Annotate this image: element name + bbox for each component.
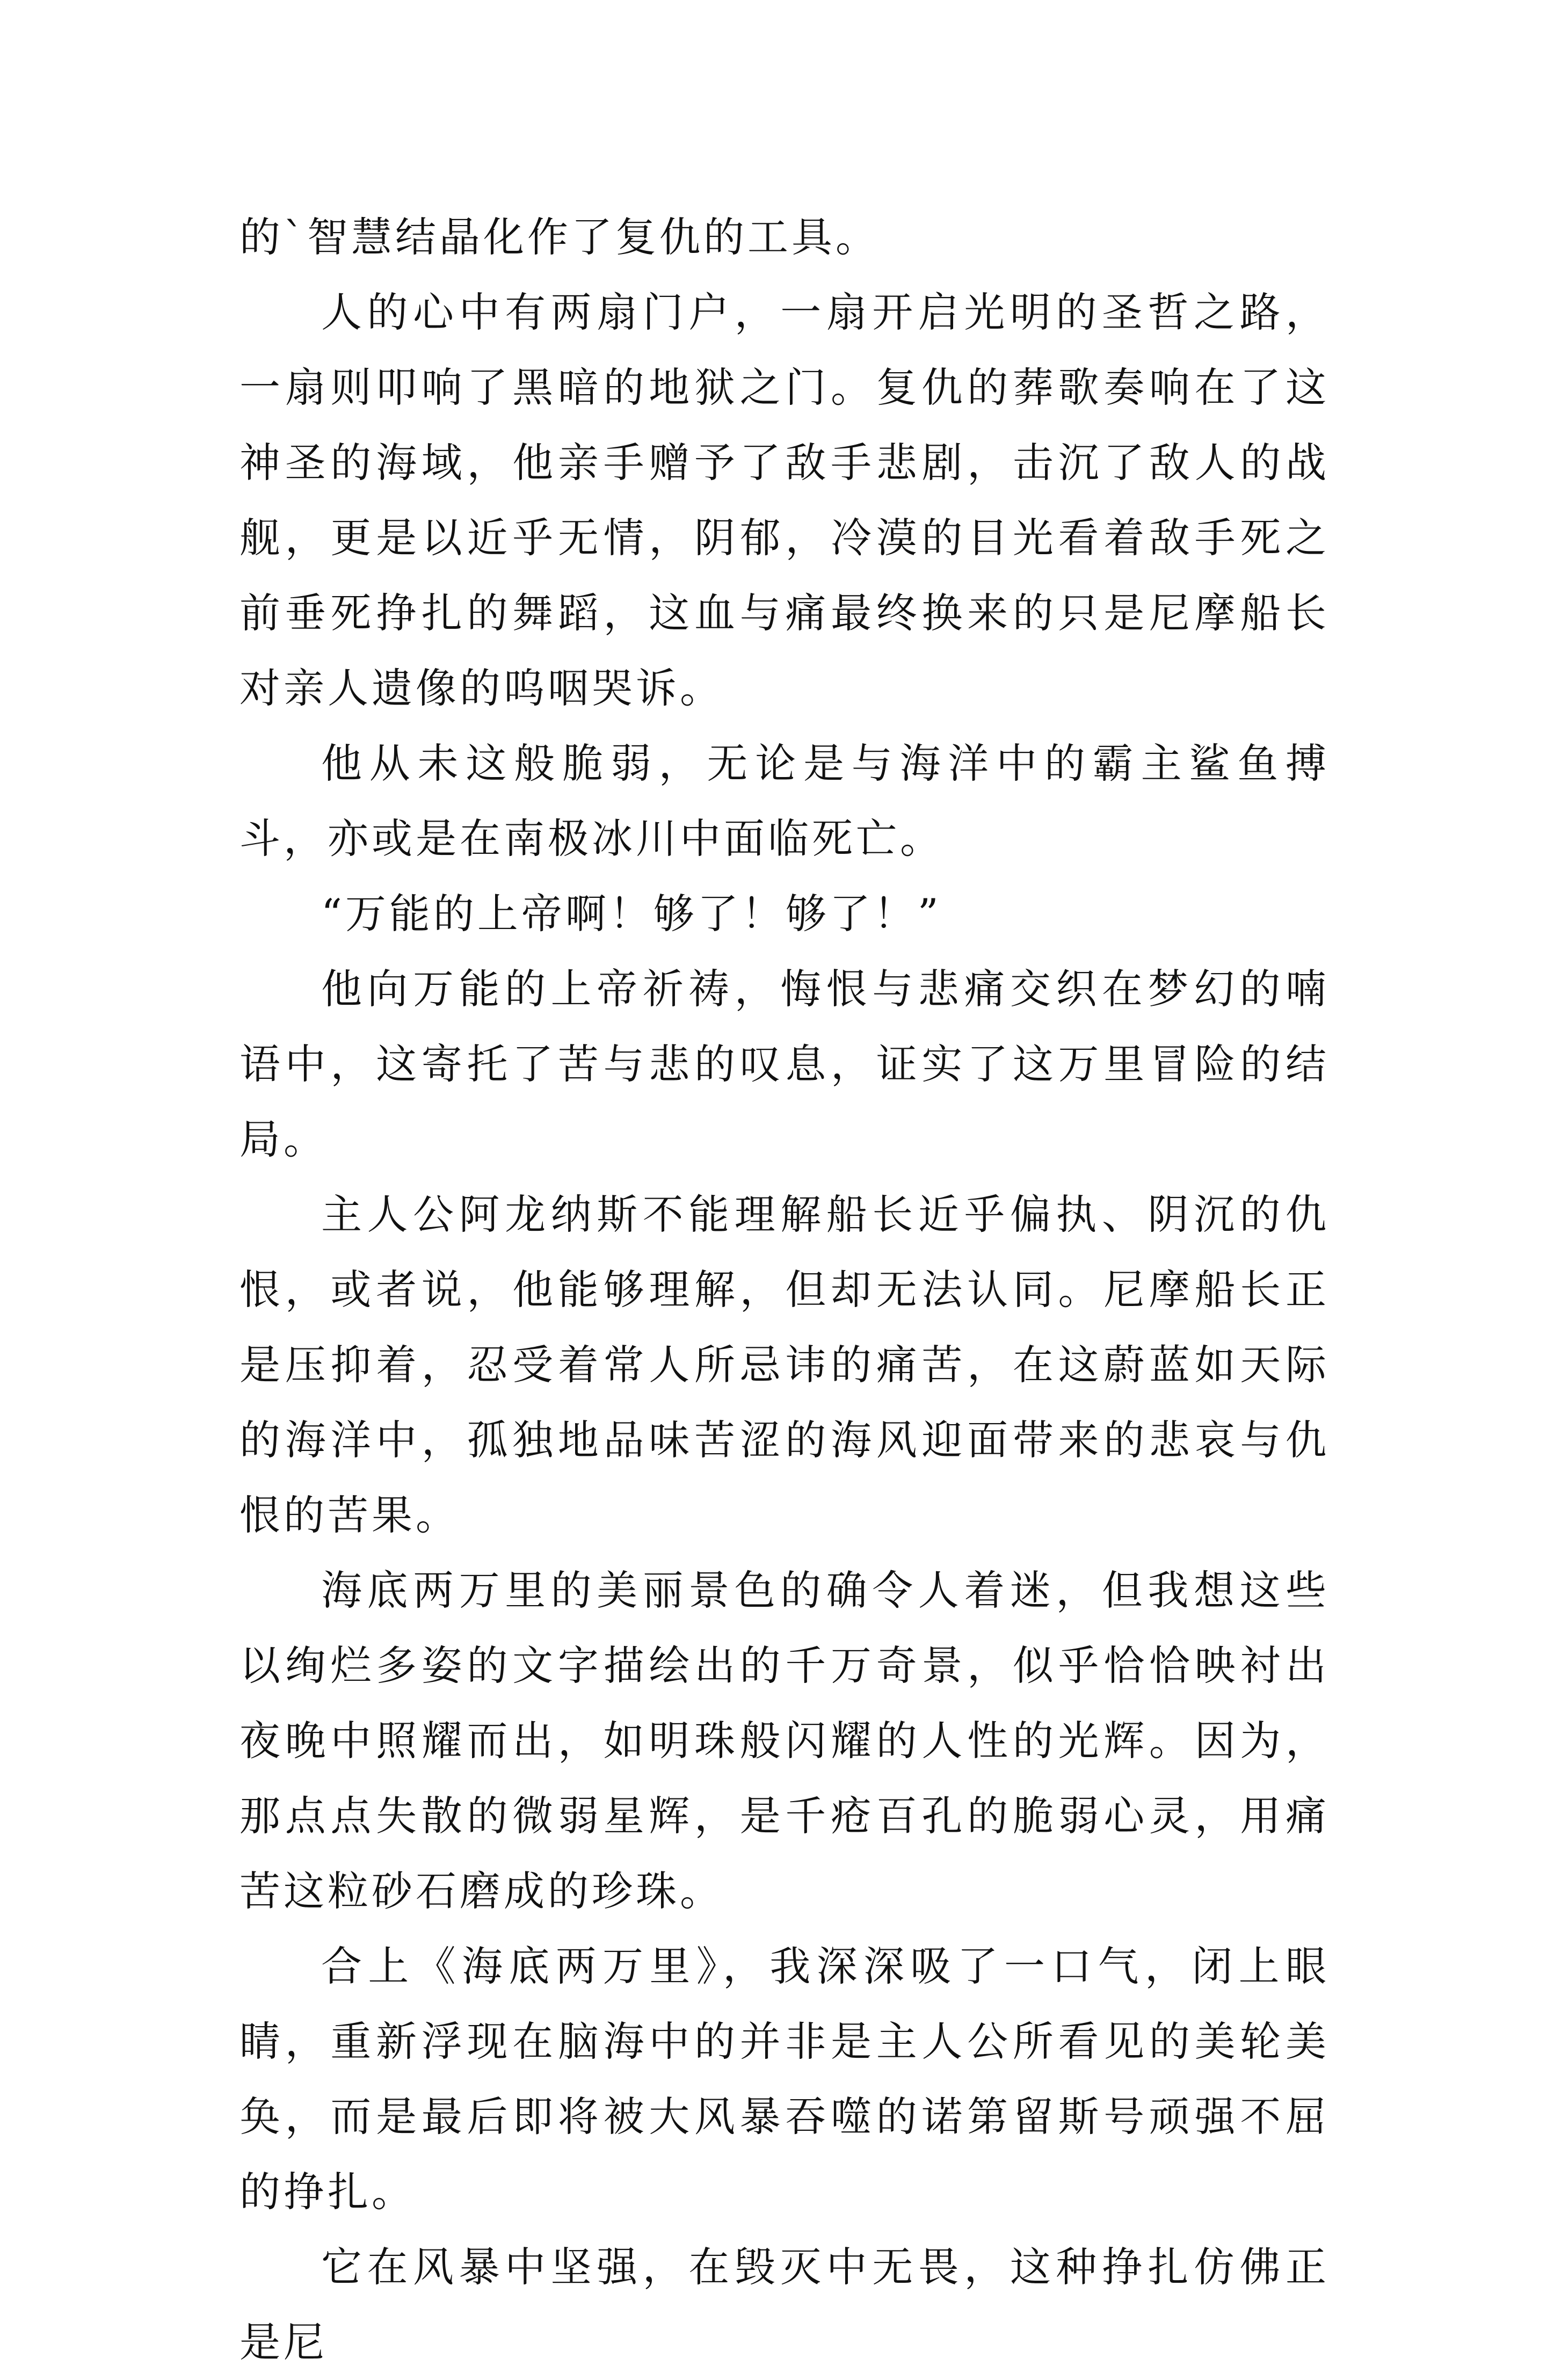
paragraph: “万能的上帝啊！够了！够了！” [321,890,942,938]
paragraph: 人的心中有两扇门户，一扇开启光明的圣哲之路，一扇则叩响了黑暗的地狱之门。复仇的葬歌奏响在了这神圣的海域，他亲手赠予了敌手悲剧，击沉了敌人的战舰，更是以近乎无情，阴郁，冷漠的目光看着敌手死之前垂死挣扎的舞蹈，这血与痛最终换来的只是尼摩船长对亲人遗像的呜咽哭诉。 [239,288,1330,712]
paragraph: 它在风暴中坚强，在毁灭中无畏，这种挣扎仿佛正是尼 [239,2243,1330,2366]
body-text [239,200,1330,2380]
paragraph: 主人公阿龙纳斯不能理解船长近乎偏执、阴沉的仇恨，或者说，他能够理解，但却无法认同。尼摩船长正是压抑着，忍受着常人所忌讳的痛苦，在这蔚蓝如天际的海洋中，孤独地品味苦涩的海风迎面带来的悲哀与仇恨的苦果。 [239,1191,1330,1539]
paragraph: 的`智慧结晶化作了复仇的工具。 [239,213,880,261]
paragraph: 海底两万里的美丽景色的确令人着迷，但我想这些以绚烂多姿的文字描绘出的千万奇景，似乎恰恰映衬出夜晚中照耀而出，如明珠般闪耀的人性的光辉。因为，那点点失散的微弱星辉，是千疮百孔的脆弱心灵，用痛苦这粒砂石磨成的珍珠。 [239,1566,1330,1915]
paragraph: 他向万能的上帝祈祷，悔恨与悲痛交织在梦幻的喃语中，这寄托了苦与悲的叹息，证实了这万里冒险的结局。 [239,965,1330,1163]
paragraph: 合上《海底两万里》，我深深吸了一口气，闭上眼睛，重新浮现在脑海中的并非是主人公所看见的美轮美奂，而是最后即将被大风暴吞噬的诺第留斯号顽强不屈的挣扎。 [239,1942,1330,2216]
paragraph: 他从未这般脆弱，无论是与海洋中的霸主鲨鱼搏斗，亦或是在南极冰川中面临死亡。 [239,739,1330,862]
